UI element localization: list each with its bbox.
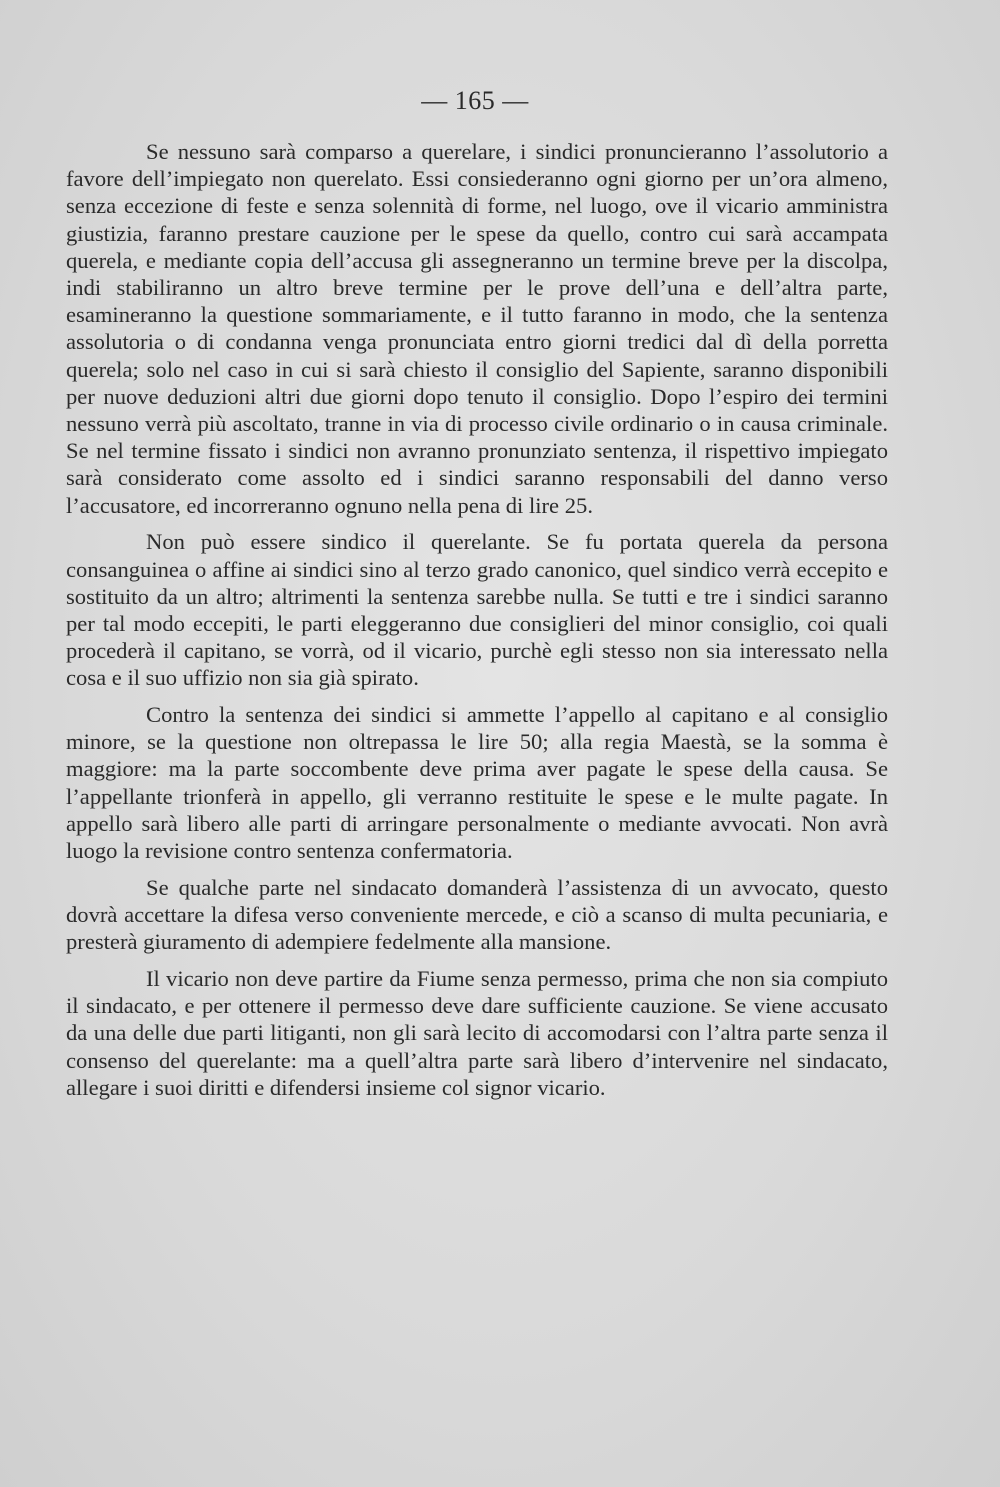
paragraph-2: Non può essere sindico il querelante. Se fu portata querela da persona consanguinea o affine ai sindici sino al terzo grado canonico, quel sindico verrà eccepito e sostituito da un altro; altrimenti la sentenza sarebbe nulla. Se tutti e tre i sindici saranno per tal modo eccepiti, le parti eleggeranno due consiglieri del minor consiglio, coi quali procederà il capitano, se vorrà, od il vicario, purchè egli stesso non sia interessato nella cosa e il suo uffizio non sia già spirato. <box>66 529 888 691</box>
page-number: — 165 — <box>421 86 529 115</box>
paragraph-4: Se qualche parte nel sindacato domanderà l’assistenza di un avvocato, questo dovrà accettare la difesa verso conveniente mercede, e ciò a scanso di multa pecuniaria, e presterà giuramento di adempiere fedelmente alla mansione. <box>66 874 888 955</box>
paragraph-1: Se nessuno sarà comparso a querelare, i sindici pronuncieranno l’assolutorio a favore dell’impiegato non querelato. Essi consiederanno ogni giorno per un’ora almeno, senza eccezione di feste e senza solennità di forme, nel luogo, ove il vicario amministra giustizia, faranno prestare cauzione per le spese da quello, contro cui sarà accampata querela, e mediante copia dell’accusa gli assegneranno un termine breve per la discolpa, indi stabiliranno un altro breve termine per le prove dell’una e dell’altra parte, esamineranno la questione sommariamente, e il tutto faranno in modo, che la sentenza assolutoria o di condanna venga pronunciata entro giorni tredici dal dì della porretta querela; solo nel caso in cui si sarà chiesto il consiglio del Sapiente, saranno disponibili per nuove deduzioni altri due giorni dopo tenuto il consiglio. Dopo l’espiro dei termini nessuno verrà più ascoltato, tranne in via di processo civile ordinario o in causa criminale. Se nel termine fissato i sindici non avranno pronunziato sentenza, il rispettivo impiegato sarà considerato come assolto ed i sindici saranno responsabili del danno verso l’accusatore, ed incorreranno ognuno nella pena di lire 25. <box>66 139 888 518</box>
paragraph-5: Il vicario non deve partire da Fiume senza permesso, prima che non sia compiuto il sindacato, e per ottenere il permesso deve dare sufficiente cauzione. Se viene accusato da una delle due parti litiganti, non gli sarà lecito di accomodarsi con l’altra parte senza il consenso del querelante: ma a quell’altra parte sarà libero d’intervenire nel sindacato, allegare i suoi diritti e difendersi insieme col signor vicario. <box>66 965 888 1100</box>
paragraph-3: Contro la sentenza dei sindici si ammette l’appello al capitano e al consiglio minore, se la questione non oltrepassa le lire 50; alla regia Maestà, se la somma è maggiore: ma la parte soccombente deve prima aver pagate le spese della causa. Se l’appellante trionferà in appello, gli verranno restituite le spese e le multe pagate. In appello sarà libero alle parti di arringare personalmente o mediante avvocati. Non avrà luogo la revisione contro sentenza confermatoria. <box>66 702 888 864</box>
body-text <box>66 138 888 1110</box>
